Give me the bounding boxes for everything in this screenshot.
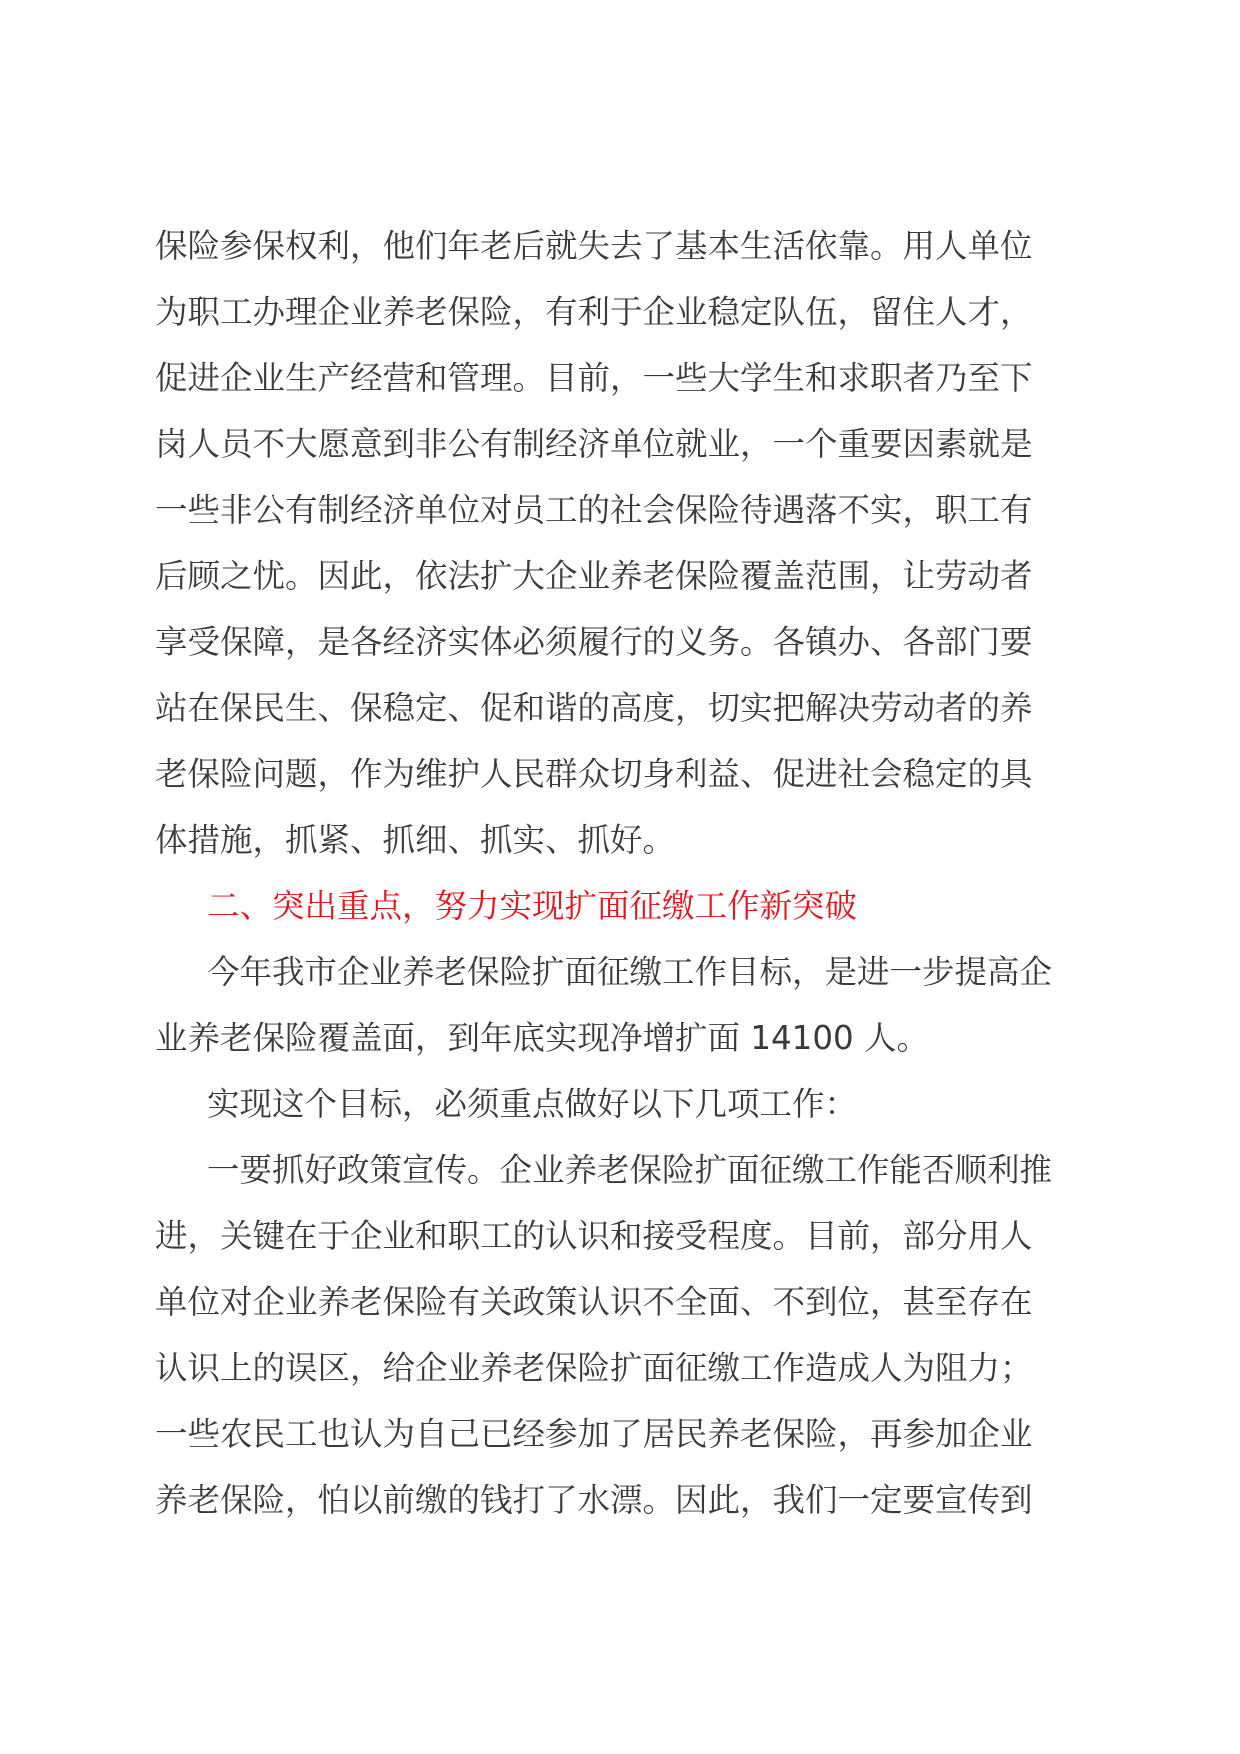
- paragraph-line: 后顾之忧。因此，依法扩大企业养老保险覆盖范围，让劳动者: [155, 557, 1033, 595]
- paragraph-3: [155, 1071, 1090, 1137]
- paragraph-line: 岗人员不大愿意到非公有制经济单位就业，一个重要因素就是: [155, 425, 1033, 463]
- paragraph-line: 单位对企业养老保险有关政策认识不全面、不到位，甚至存在: [155, 1283, 1033, 1321]
- paragraph-line: 业养老保险覆盖面，到年底实现净增扩面 14100 人。: [155, 1019, 930, 1057]
- paragraph-2: [155, 939, 1090, 1071]
- document-body: [155, 213, 1090, 1533]
- paragraph-line: 认识上的误区，给企业养老保险扩面征缴工作造成人为阻力；: [155, 1349, 1033, 1387]
- section-heading: 二、突出重点，努力实现扩面征缴工作新突破: [207, 887, 858, 925]
- paragraph-line: 老保险问题，作为维护人民群众切身利益、促进社会稳定的具: [155, 755, 1033, 793]
- paragraph-line: 今年我市企业养老保险扩面征缴工作目标，是进一步提高企: [207, 953, 1053, 991]
- paragraph-line: 一要抓好政策宣传。企业养老保险扩面征缴工作能否顺利推: [207, 1151, 1053, 1189]
- paragraph-line: 促进企业生产经营和管理。目前，一些大学生和求职者乃至下: [155, 359, 1033, 397]
- paragraph-line: 养老保险，怕以前缴的钱打了水漂。因此，我们一定要宣传到: [155, 1481, 1033, 1519]
- paragraph-line: 体措施，抓紧、抓细、抓实、抓好。: [155, 821, 676, 859]
- paragraph-line: 保险参保权利，他们年老后就失去了基本生活依靠。用人单位: [155, 227, 1033, 265]
- paragraph-4: [155, 1137, 1090, 1533]
- paragraph-line: 一些非公有制经济单位对员工的社会保险待遇落不实，职工有: [155, 491, 1033, 529]
- paragraph-line: 站在保民生、保稳定、促和谐的高度，切实把解决劳动者的养: [155, 689, 1033, 727]
- paragraph-line: 实现这个目标，必须重点做好以下几项工作：: [207, 1085, 858, 1123]
- paragraph-line: 为职工办理企业养老保险，有利于企业稳定队伍，留住人才，: [155, 293, 1033, 331]
- paragraph-line: 一些农民工也认为自己已经参加了居民养老保险，再参加企业: [155, 1415, 1033, 1453]
- paragraph-1: [155, 213, 1090, 873]
- paragraph-line: 享受保障，是各经济实体必须履行的义务。各镇办、各部门要: [155, 623, 1033, 661]
- paragraph-line: 进，关键在于企业和职工的认识和接受程度。目前，部分用人: [155, 1217, 1033, 1255]
